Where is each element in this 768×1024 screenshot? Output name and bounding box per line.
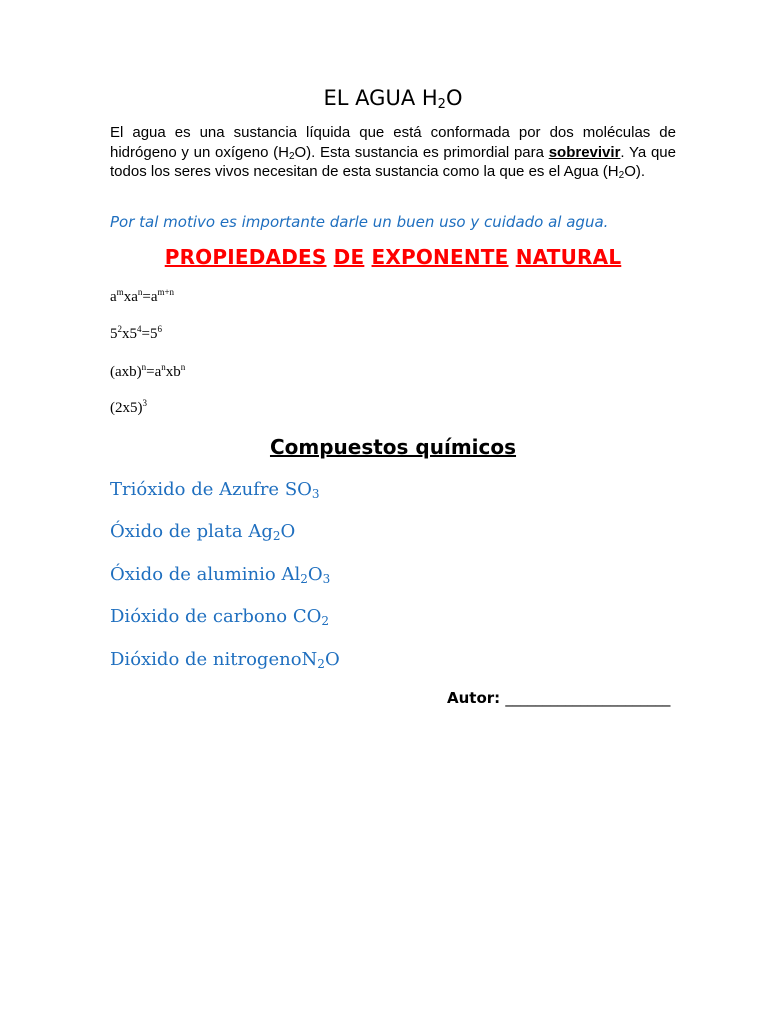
para-text-2: O). Esta sustancia es primordial para	[294, 143, 549, 161]
compound-subscript: 2	[300, 572, 308, 586]
para-text-3: . Ya que todos los seres vivos necesitan de esta sustancia como la que es el Agua (H	[110, 143, 676, 180]
properties-heading-word: EXPONENTE	[371, 245, 509, 269]
compound-item	[110, 605, 329, 629]
formula-line	[110, 398, 147, 418]
formula-base: (2x5)	[110, 400, 143, 416]
compound-subscript: 2	[321, 614, 330, 628]
properties-heading-word: PROPIEDADES	[164, 245, 327, 269]
para-bold-word: sobrevivir	[548, 143, 621, 161]
formula-exponent: m+n	[157, 287, 175, 297]
compound-formula: Al	[281, 564, 301, 585]
compound-name: Dióxido de carbono	[110, 606, 293, 627]
formula-base: 5	[110, 326, 118, 342]
formula-line	[110, 324, 162, 344]
compound-subscript: 2	[317, 657, 325, 671]
compound-formula: O	[307, 564, 323, 585]
formula-exponent: m	[116, 287, 124, 297]
properties-heading-word: DE	[333, 245, 365, 269]
formula-base: =5	[141, 326, 158, 342]
compound-name: Óxido de plata	[110, 521, 249, 542]
formula-exponent: 6	[157, 324, 162, 334]
compound-item	[110, 520, 295, 544]
formula-base: =a	[142, 289, 158, 305]
para-subscript-2: 2	[618, 170, 625, 181]
formula-exponent: 2	[117, 324, 122, 334]
title-subscript: 2	[437, 97, 446, 112]
formula-line	[110, 362, 185, 382]
formula-base: =a	[146, 364, 162, 380]
author-label: Autor:	[447, 689, 506, 707]
compound-formula: O	[324, 649, 340, 670]
formula-exponent: 4	[137, 324, 142, 334]
formula-base: x5	[122, 326, 137, 342]
formula-line	[110, 287, 174, 307]
author-line	[447, 688, 679, 708]
compound-subscript: 2	[272, 529, 281, 543]
properties-heading-word: NATURAL	[515, 245, 622, 269]
formula-base: xa	[123, 289, 138, 305]
formula-exponent: n	[137, 287, 143, 297]
compound-subscript: 3	[322, 572, 331, 586]
formula-base: (axb)	[110, 364, 142, 380]
properties-heading	[0, 243, 768, 271]
compound-item	[110, 478, 320, 502]
compound-subscript: 3	[311, 487, 320, 501]
formula-exponent: n	[141, 362, 147, 372]
compound-item	[110, 648, 340, 672]
compound-formula: SO	[284, 479, 312, 500]
page-title	[0, 84, 768, 112]
title-text: EL AGUA H	[323, 86, 438, 110]
compound-name: Dióxido de nitrogeno	[110, 649, 302, 670]
formula-exponent: n	[161, 362, 166, 372]
italic-note: Por tal motivo es importante darle un buen uso y cuidado al agua.	[110, 213, 609, 231]
formula-exponent: 3	[142, 398, 147, 408]
author-blank: ______________________	[505, 689, 671, 707]
compound-name: Trióxido de Azufre	[110, 479, 285, 500]
title-tail: O	[445, 86, 463, 110]
para-text-4: O).	[624, 163, 646, 180]
compound-formula: N	[301, 649, 318, 670]
compound-formula: Ag	[248, 521, 273, 542]
compound-formula: O	[280, 521, 296, 542]
compound-item	[110, 563, 330, 587]
compound-name: Óxido de aluminio	[110, 564, 282, 585]
compound-formula: CO	[292, 606, 322, 627]
formula-base: a	[110, 289, 117, 305]
formula-base: xb	[165, 364, 181, 380]
intro-paragraph	[110, 123, 676, 182]
compounds-heading: Compuestos químicos	[269, 435, 517, 459]
para-text-1: El agua es una sustancia líquida que está conformada por dos moléculas de hidrógeno y un oxígeno (H	[110, 124, 676, 161]
formula-exponent: n	[180, 362, 186, 372]
para-subscript-1: 2	[288, 150, 295, 162]
